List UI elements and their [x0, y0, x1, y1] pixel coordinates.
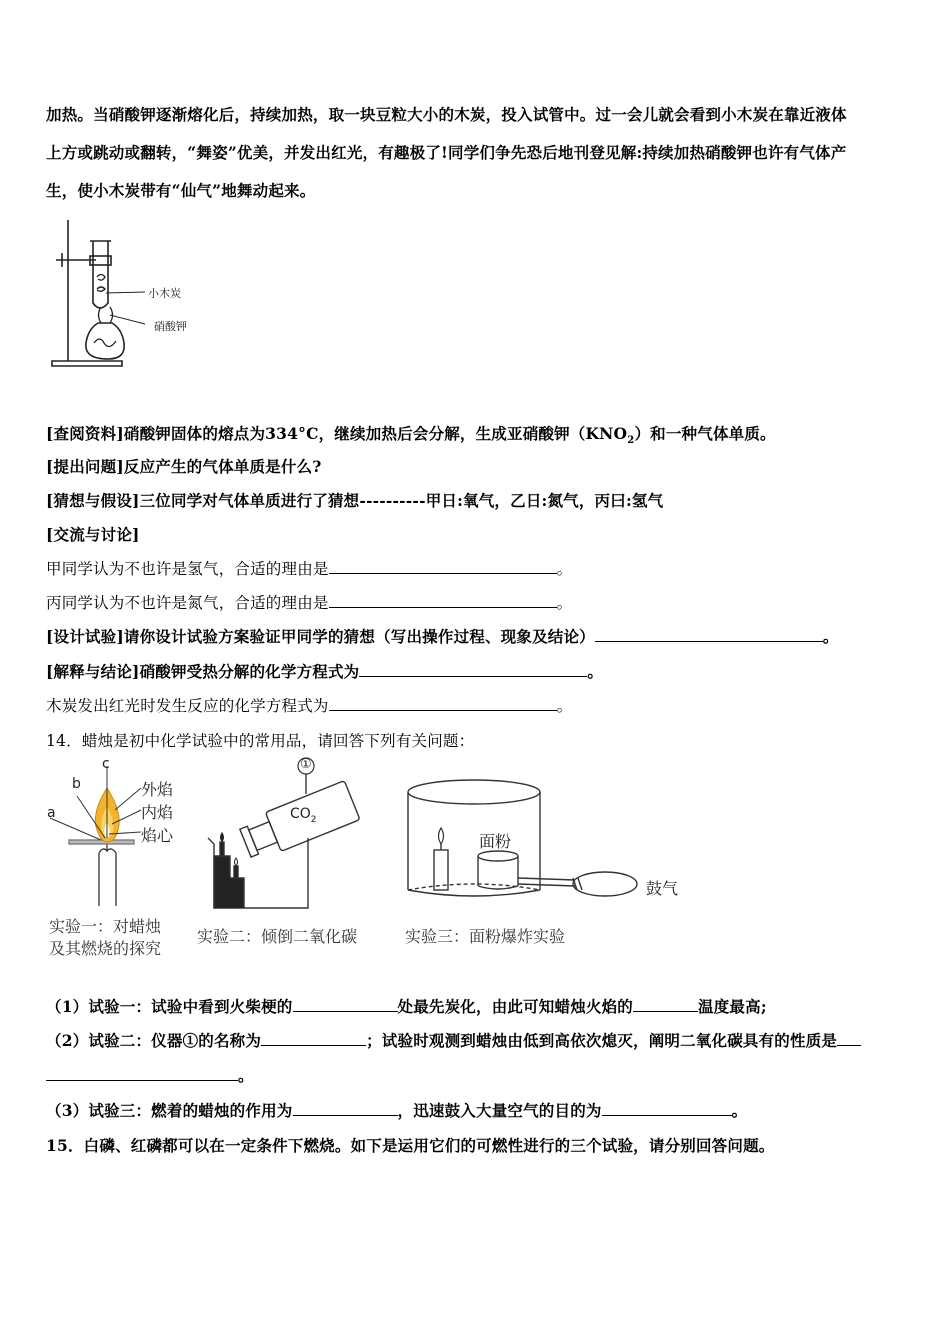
flour-label: 面粉	[479, 832, 512, 851]
sub3-text-a: （3）试验三：燃着的蜡烛的作用为	[46, 1101, 293, 1120]
jia-text: 甲同学认为不也许是氢气，合适的理由是	[46, 560, 329, 578]
q14-sub3-line	[46, 1099, 747, 1121]
outer-flame-label: 外焰	[141, 780, 174, 799]
exp2-caption: 实验二：倾倒二氧化碳	[197, 927, 358, 946]
charcoal-eq-text: 木炭发出红光时发生反应的化学方程式为	[46, 697, 329, 715]
sub3-text-b: ，迅速鼓入大量空气的目的为	[397, 1101, 602, 1120]
exp3-caption: 实验三：面粉爆炸实验	[405, 927, 566, 946]
sub3-blank-1[interactable]	[293, 1101, 398, 1116]
sub2-text-b: ；试验时观测到蜡烛由低到高依次熄灭，阐明二氧化碳具有的性质是	[366, 1031, 838, 1050]
charcoal-eq-answer-blank[interactable]	[329, 696, 557, 711]
exp1-caption-line2: 及其燃烧的探究	[49, 939, 162, 958]
info-text: [查阅资料]硝酸钾固体的熔点为334°C，继续加热后会分解，生成亚硝酸钾（KNO	[46, 424, 628, 443]
charcoal-eq-line	[46, 694, 572, 716]
label-b: b	[72, 776, 81, 792]
blow-air-label: 鼓气	[646, 879, 679, 898]
design-answer-blank[interactable]	[595, 627, 823, 642]
inner-flame-label: 内焰	[141, 803, 174, 822]
info-text-end: ）和一种气体单质。	[634, 424, 776, 443]
jia-period: 。	[556, 560, 573, 578]
flour-explosion-figure	[400, 768, 650, 908]
sub3-blank-2[interactable]	[602, 1101, 732, 1116]
question-line: [提出问题]反应产生的气体单质是什么?	[46, 457, 322, 476]
info-line	[46, 422, 776, 446]
conclude-text: [解释与结论]硝酸钾受热分解的化学方程式为	[46, 662, 360, 681]
design-period: 。	[822, 627, 839, 646]
bing-period: 。	[556, 594, 573, 612]
q14-sub2-line	[46, 1029, 861, 1051]
sub2-blank-1[interactable]	[261, 1031, 366, 1046]
guess-line: [猜想与假设]三位同学对气体单质进行了猜想----------甲日:氧气，乙日:氮气，丙曰:氢气	[46, 491, 664, 510]
conclude-period: 。	[587, 662, 604, 681]
kno3-label: 硝酸钾	[154, 320, 187, 333]
charcoal-eq-period: 。	[556, 697, 573, 715]
jia-answer-blank[interactable]	[329, 559, 557, 574]
q14-sub1-line	[46, 995, 767, 1017]
para-line-2: 上方或跳动或翻转，“舞姿”优美，并发出红光，有趣极了!同学们争先恐后地刊登见解:持续加热硝酸钾也许有气体产	[46, 143, 847, 162]
co2-jar-label	[290, 806, 317, 825]
conclude-line	[46, 660, 603, 682]
q14-sub2-continuation	[46, 1064, 254, 1086]
sub3-period: 。	[731, 1101, 748, 1120]
sub2-text-a: （2）试验二：仪器①的名称为	[46, 1031, 262, 1050]
jia-line	[46, 557, 572, 579]
sub2-period: 。	[238, 1066, 254, 1085]
label-a: a	[47, 805, 56, 821]
sub2-blank-2-end[interactable]	[46, 1066, 238, 1081]
instrument-number-label: ①	[300, 757, 312, 772]
q14-title: 14．蜡烛是初中化学试验中的常用品，请回答下列有关问题：	[46, 732, 475, 750]
design-text: [设计试验]请你设计试验方案验证甲同学的猜想（写出操作过程、现象及结论）	[46, 627, 595, 646]
kno3-heating-apparatus-figure	[48, 215, 208, 375]
pour-co2-figure	[200, 756, 370, 916]
sub2-blank-2-start[interactable]	[837, 1031, 861, 1046]
exp1-caption-line1: 实验一：对蜡烛	[49, 917, 162, 936]
design-line	[46, 625, 839, 647]
discuss-heading: [交流与讨论]	[46, 525, 140, 544]
para-line-3: 生，使小木炭带有“仙气”地舞动起来。	[46, 181, 316, 200]
sub1-blank-1[interactable]	[293, 997, 398, 1012]
charcoal-label: 小木炭	[148, 287, 181, 300]
co2-subscript: 2	[310, 814, 317, 825]
bing-answer-blank[interactable]	[329, 593, 557, 608]
flame-core-label: 焰心	[141, 826, 174, 845]
sub1-text-b: 处最先炭化，由此可知蜡烛火焰的	[397, 997, 634, 1016]
bing-text: 丙同学认为不也许是氮气，合适的理由是	[46, 594, 329, 612]
info-subscript: 2	[627, 435, 635, 447]
q15-title: 15．白磷、红磷都可以在一定条件下燃烧。如下是运用它们的可燃性进行的三个试验，请分别回答问题。	[46, 1136, 775, 1155]
label-c: c	[102, 756, 110, 772]
sub1-blank-2[interactable]	[633, 997, 698, 1012]
co2-text: CO	[290, 806, 311, 822]
sub1-text-a: （1）试验一：试验中看到火柴梗的	[46, 997, 293, 1016]
conclude-answer-blank[interactable]	[359, 662, 587, 677]
para-line-1: 加热。当硝酸钾逐渐熔化后，持续加热，取一块豆粒大小的木炭，投入试管中。过一会儿就会看到小木炭在靠近液体	[46, 105, 847, 124]
bing-line	[46, 591, 572, 613]
sub1-text-c: 温度最高;	[698, 997, 767, 1016]
